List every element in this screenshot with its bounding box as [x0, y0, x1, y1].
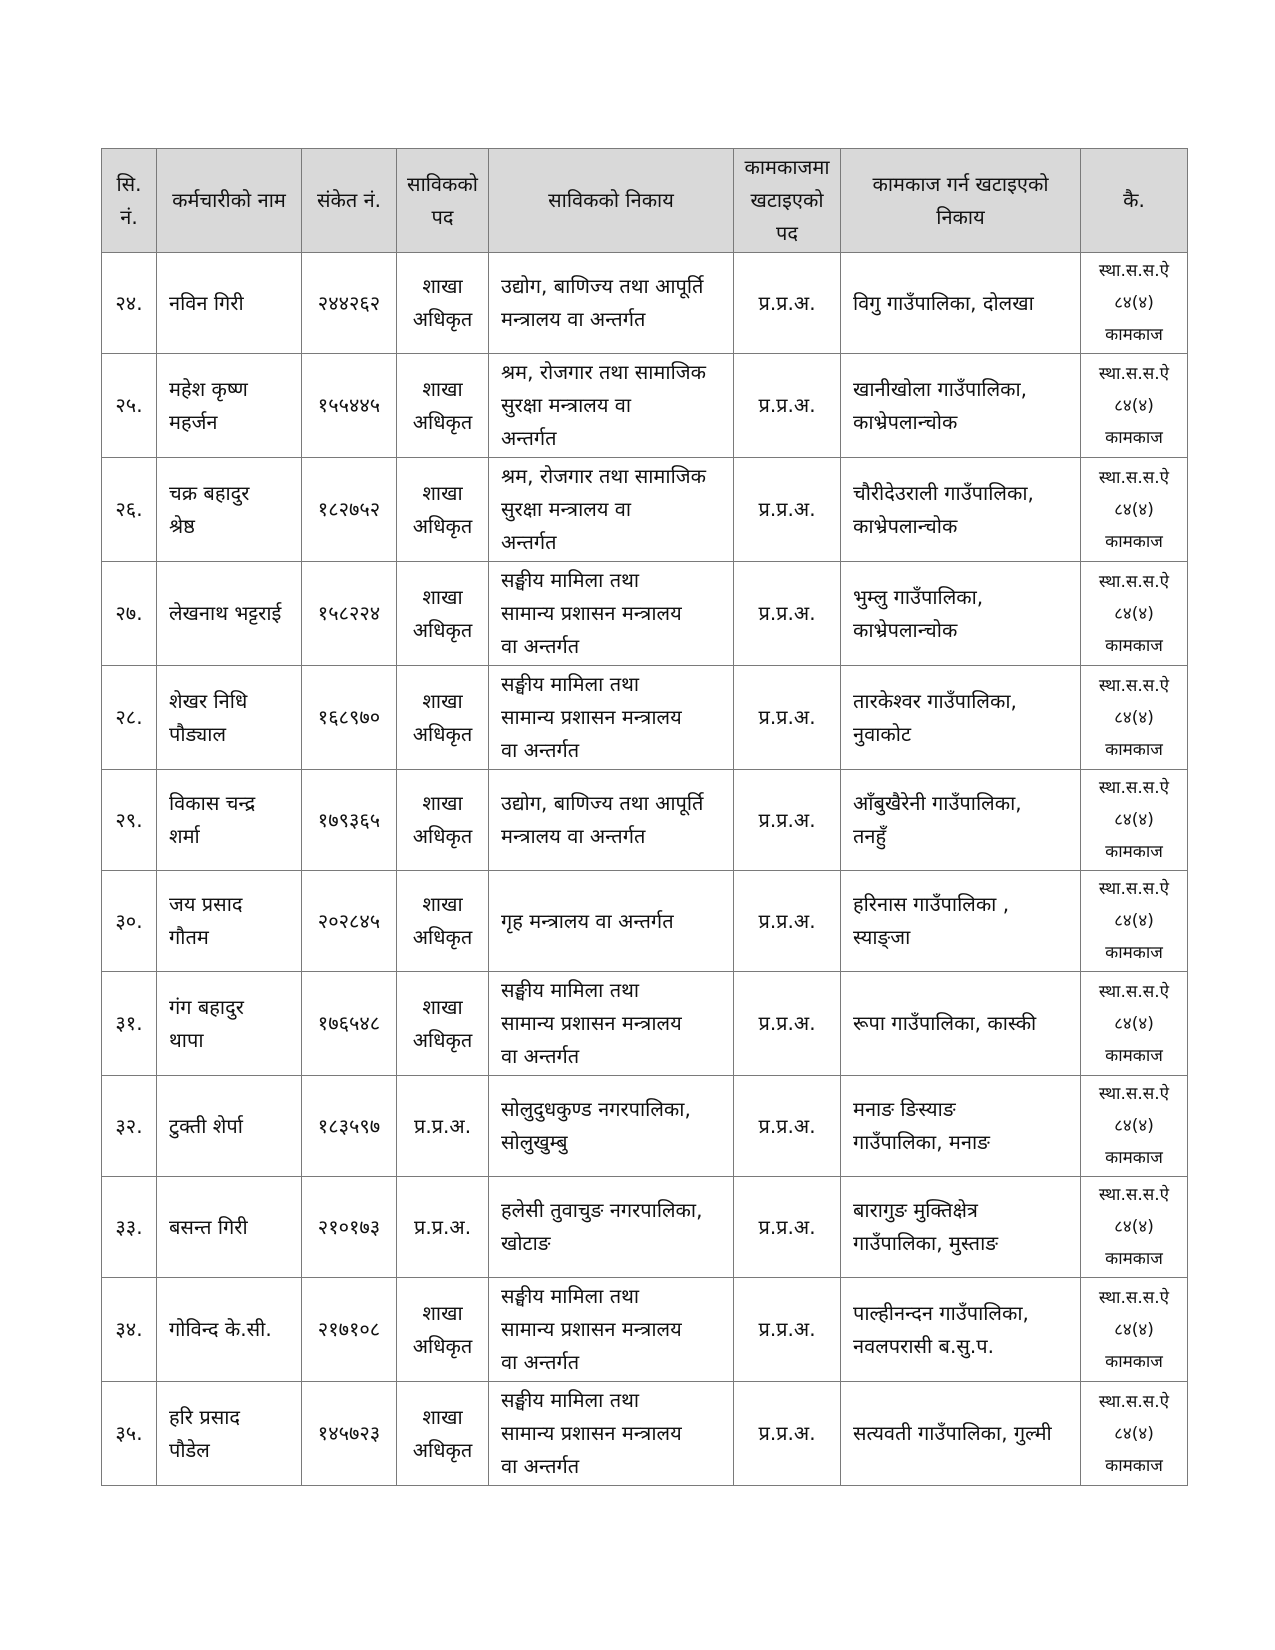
remark-line: ८४(४): [1114, 911, 1154, 931]
deployed-office-line: काभ्रेपलान्चोक: [853, 409, 958, 434]
deployed-office-line: विगु गाउँपालिका, दोलखा: [853, 290, 1034, 315]
employee-name-line: श्रेष्ठ: [169, 513, 195, 538]
remark-line: कामकाज: [1105, 531, 1163, 552]
previous-post-line: शाखा: [422, 1404, 463, 1429]
table-row: [102, 770, 1188, 871]
remarks-cell: [1081, 666, 1188, 770]
employee-name-line: पौडेल: [169, 1437, 210, 1462]
employee-name-line: थापा: [169, 1027, 204, 1052]
remark-line: कामकाज: [1105, 943, 1163, 963]
remarks-cell: [1081, 1382, 1188, 1486]
deployed-post-cell: प्र.प्र.अ.: [734, 871, 841, 972]
previous-post-cell: [397, 666, 489, 770]
previous-office-cell: [489, 458, 734, 562]
deployed-office-line: तारकेश्वर गाउँपालिका,: [853, 688, 1017, 713]
serial-no-cell: ३०.: [102, 871, 157, 972]
previous-office-cell: [489, 972, 734, 1076]
previous-office-line: सङ्घीय मामिला तथा: [501, 1284, 640, 1308]
table-row: [102, 253, 1188, 354]
deployed-office-cell: [841, 354, 1081, 458]
employee-name-cell: [157, 770, 302, 871]
previous-office-cell: [489, 770, 734, 871]
previous-post-line: अधिकृत: [412, 307, 473, 331]
employee-name-line: गोविन्द के.सी.: [169, 1317, 272, 1341]
previous-post-line: शाखा: [422, 994, 463, 1019]
previous-office-cell: [489, 1278, 734, 1382]
code-no-cell: १४५७२३: [302, 1382, 397, 1486]
deployed-office-line: रूपा गाउँपालिका, कास्की: [853, 1011, 1037, 1035]
table-row: [102, 562, 1188, 666]
previous-office-line: वा अन्तर्गत: [501, 634, 580, 658]
deployed-office-cell: [841, 1382, 1081, 1486]
previous-post-line: शाखा: [422, 688, 463, 713]
remarks-cell: [1081, 972, 1188, 1076]
remark-line: कामकाज: [1105, 427, 1163, 448]
remarks-cell: [1081, 458, 1188, 562]
deployed-post-cell: प्र.प्र.अ.: [734, 1278, 841, 1382]
code-no-cell: १५५४४५: [302, 354, 397, 458]
remark-line: स्था.स.स.ऐ: [1098, 1391, 1170, 1412]
remark-line: ८४(४): [1114, 1319, 1154, 1340]
previous-office-line: मन्त्रालय वा अन्तर्गत: [501, 307, 646, 331]
deployed-office-line: गाउँपालिका, मनाङ: [853, 1130, 990, 1154]
serial-no-cell: ३२.: [102, 1076, 157, 1177]
previous-post-line: अधिकृत: [412, 1437, 473, 1462]
employee-name-line: लेखनाथ भट्टराई: [169, 601, 282, 625]
deployed-office-cell: [841, 1278, 1081, 1382]
deployed-office-line: मनाङ ङिस्याङ: [853, 1097, 956, 1121]
code-no-cell: १५८२२४: [302, 562, 397, 666]
employee-name-line: जय प्रसाद: [169, 892, 243, 916]
previous-post-line: शाखा: [422, 892, 463, 916]
previous-office-line: सङ्घीय मामिला तथा: [501, 568, 640, 592]
previous-post-line: अधिकृत: [412, 721, 473, 746]
table-row: [102, 1177, 1188, 1278]
previous-post-line: शाखा: [422, 480, 463, 505]
deployed-office-line: आँबुखैरेनी गाउँपालिका,: [853, 791, 1022, 815]
previous-office-line: सुरक्षा मन्त्रालय वा: [501, 393, 632, 417]
table-row: [102, 1278, 1188, 1382]
header-employee-name: कर्मचारीको नाम: [157, 149, 302, 253]
remarks-cell: [1081, 354, 1188, 458]
remark-line: ८४(४): [1114, 293, 1154, 313]
remark-line: ८४(४): [1114, 1116, 1154, 1136]
deployed-office-cell: [841, 666, 1081, 770]
remark-line: कामकाज: [1105, 1045, 1163, 1066]
previous-office-line: सोलुखुम्बु: [501, 1130, 568, 1154]
previous-post-line: अधिकृत: [412, 513, 473, 538]
previous-office-line: सङ्घीय मामिला तथा: [501, 978, 640, 1002]
serial-no-cell: २६.: [102, 458, 157, 562]
header-serial-no: सि. नं.: [102, 149, 157, 253]
previous-post-cell: [397, 562, 489, 666]
previous-office-line: वा अन्तर्गत: [501, 1454, 580, 1478]
employee-name-line: विकास चन्द्र: [169, 791, 256, 815]
deployed-office-line: नुवाकोट: [853, 721, 912, 746]
remark-line: स्था.स.स.ऐ: [1098, 1287, 1170, 1308]
employee-name-line: चक्र बहादुर: [169, 480, 250, 505]
serial-no-cell: ३३.: [102, 1177, 157, 1278]
serial-no-cell: २७.: [102, 562, 157, 666]
deployed-office-line: काभ्रेपलान्चोक: [853, 617, 958, 642]
employee-name-cell: [157, 871, 302, 972]
employee-name-line: गौतम: [169, 925, 209, 949]
deployed-office-cell: [841, 972, 1081, 1076]
deployed-office-line: काभ्रेपलान्चोक: [853, 513, 958, 538]
remarks-cell: [1081, 1278, 1188, 1382]
header-previous-office: साविकको निकाय: [489, 149, 734, 253]
remark-line: ८४(४): [1114, 1217, 1154, 1237]
previous-office-line: सोलुदुधकुण्ड नगरपालिका,: [501, 1097, 691, 1121]
remark-line: कामकाज: [1105, 1351, 1163, 1372]
remark-line: ८४(४): [1114, 707, 1154, 728]
deployed-office-cell: [841, 562, 1081, 666]
remark-line: स्था.स.स.ऐ: [1098, 879, 1170, 899]
previous-office-cell: [489, 562, 734, 666]
deployed-office-line: तनहुँ: [853, 824, 887, 848]
remark-line: स्था.स.स.ऐ: [1098, 571, 1170, 592]
deployed-office-line: नवलपरासी ब.सु.प.: [853, 1333, 994, 1358]
remark-line: कामकाज: [1105, 325, 1163, 345]
table-body: [102, 253, 1188, 1486]
previous-office-line: अन्तर्गत: [501, 426, 557, 450]
previous-post-line: प्र.प्र.अ.: [413, 1214, 472, 1239]
remark-line: ८४(४): [1114, 1013, 1154, 1034]
deployed-office-line: खानीखोला गाउँपालिका,: [853, 376, 1028, 401]
previous-office-line: सामान्य प्रशासन मन्त्रालय: [501, 1317, 682, 1341]
employee-name-line: टुक्ती शेर्पा: [169, 1113, 243, 1138]
previous-post-cell: [397, 458, 489, 562]
employee-name-cell: [157, 253, 302, 354]
previous-office-cell: [489, 871, 734, 972]
table-row: [102, 871, 1188, 972]
previous-post-line: शाखा: [422, 376, 463, 401]
remark-line: स्था.स.स.ऐ: [1098, 363, 1170, 384]
previous-office-cell: [489, 1076, 734, 1177]
previous-office-line: वा अन्तर्गत: [501, 1350, 580, 1374]
code-no-cell: १७६५४८: [302, 972, 397, 1076]
previous-office-line: गृह मन्त्रालय वा अन्तर्गत: [501, 908, 674, 933]
employee-name-cell: [157, 458, 302, 562]
remark-line: स्था.स.स.ऐ: [1098, 675, 1170, 696]
employee-name-cell: [157, 562, 302, 666]
deployed-office-line: हरिनास गाउँपालिका ,: [853, 892, 1010, 916]
serial-no-cell: २८.: [102, 666, 157, 770]
remark-line: कामकाज: [1105, 842, 1163, 862]
previous-office-line: मन्त्रालय वा अन्तर्गत: [501, 824, 646, 848]
remark-line: ८४(४): [1114, 1423, 1154, 1444]
table-row: [102, 666, 1188, 770]
serial-no-cell: ३५.: [102, 1382, 157, 1486]
previous-office-line: अन्तर्गत: [501, 530, 557, 554]
deployed-post-cell: प्र.प्र.अ.: [734, 562, 841, 666]
previous-office-cell: [489, 253, 734, 354]
previous-office-line: सुरक्षा मन्त्रालय वा: [501, 497, 632, 521]
previous-post-line: अधिकृत: [412, 1027, 473, 1052]
previous-office-line: खोटाङ: [501, 1231, 551, 1255]
deployed-office-line: स्याङ्जा: [853, 925, 911, 949]
remark-line: ८४(४): [1114, 810, 1154, 830]
previous-office-line: वा अन्तर्गत: [501, 1044, 580, 1068]
previous-office-line: श्रम, रोजगार तथा सामाजिक: [501, 360, 706, 384]
previous-post-line: अधिकृत: [412, 409, 473, 434]
remark-line: ८४(४): [1114, 395, 1154, 416]
previous-office-line: वा अन्तर्गत: [501, 738, 580, 762]
employee-name-line: शर्मा: [169, 824, 200, 848]
employee-deployment-table: [101, 148, 1188, 1486]
remark-line: कामकाज: [1105, 739, 1163, 760]
serial-no-cell: ३४.: [102, 1278, 157, 1382]
previous-post-line: प्र.प्र.अ.: [413, 1113, 472, 1138]
remark-line: स्था.स.स.ऐ: [1098, 981, 1170, 1002]
previous-post-line: अधिकृत: [412, 1333, 473, 1358]
previous-office-line: सङ्घीय मामिला तथा: [501, 672, 640, 696]
deployed-office-cell: [841, 770, 1081, 871]
deployed-post-cell: प्र.प्र.अ.: [734, 666, 841, 770]
header-remarks: कै.: [1081, 149, 1188, 253]
previous-post-cell: [397, 1076, 489, 1177]
previous-post-line: अधिकृत: [412, 824, 473, 848]
previous-office-line: हलेसी तुवाचुङ नगरपालिका,: [501, 1198, 703, 1222]
remark-line: स्था.स.स.ऐ: [1098, 261, 1170, 281]
remark-line: कामकाज: [1105, 635, 1163, 656]
previous-post-cell: [397, 1177, 489, 1278]
deployed-office-line: बारागुङ मुक्तिक्षेत्र: [853, 1198, 978, 1222]
previous-office-line: उद्योग, बाणिज्य तथा आपूर्ति: [501, 791, 704, 815]
deployed-post-cell: प्र.प्र.अ.: [734, 458, 841, 562]
previous-office-line: उद्योग, बाणिज्य तथा आपूर्ति: [501, 274, 704, 298]
remark-line: कामकाज: [1105, 1455, 1163, 1476]
remark-line: ८४(४): [1114, 603, 1154, 624]
deployed-post-cell: प्र.प्र.अ.: [734, 253, 841, 354]
remarks-cell: [1081, 253, 1188, 354]
employee-name-line: पौड्याल: [169, 721, 227, 746]
employee-name-cell: [157, 1177, 302, 1278]
previous-office-line: सङ्घीय मामिला तथा: [501, 1388, 640, 1412]
previous-post-line: शाखा: [422, 1300, 463, 1325]
table-row: [102, 354, 1188, 458]
remarks-cell: [1081, 562, 1188, 666]
employee-name-cell: [157, 354, 302, 458]
previous-post-cell: [397, 871, 489, 972]
serial-no-cell: २९.: [102, 770, 157, 871]
deployed-post-cell: प्र.प्र.अ.: [734, 1076, 841, 1177]
header-code-no: संकेत नं.: [302, 149, 397, 253]
employee-name-cell: [157, 972, 302, 1076]
header-previous-post: साविकको पद: [397, 149, 489, 253]
table-row: [102, 458, 1188, 562]
code-no-cell: १८२७५२: [302, 458, 397, 562]
serial-no-cell: २५.: [102, 354, 157, 458]
previous-office-cell: [489, 1382, 734, 1486]
deployed-office-line: सत्यवती गाउँपालिका, गुल्मी: [853, 1421, 1052, 1445]
deployed-post-cell: प्र.प्र.अ.: [734, 972, 841, 1076]
deployed-office-cell: [841, 871, 1081, 972]
table-row: [102, 1382, 1188, 1486]
code-no-cell: १८३५९७: [302, 1076, 397, 1177]
code-no-cell: २१०१७३: [302, 1177, 397, 1278]
previous-post-line: शाखा: [422, 274, 463, 298]
previous-office-cell: [489, 666, 734, 770]
previous-post-cell: [397, 253, 489, 354]
employee-name-cell: [157, 1278, 302, 1382]
table-row: [102, 972, 1188, 1076]
employee-name-line: महर्जन: [169, 409, 218, 434]
remark-line: कामकाज: [1105, 1148, 1163, 1168]
table-header-row: [102, 149, 1188, 253]
employee-name-line: नविन गिरी: [169, 290, 244, 315]
previous-office-cell: [489, 354, 734, 458]
previous-office-line: सामान्य प्रशासन मन्त्रालय: [501, 1421, 682, 1445]
employee-name-line: बसन्त गिरी: [169, 1214, 248, 1239]
deployed-office-line: भुम्लु गाउँपालिका,: [853, 584, 984, 609]
previous-office-cell: [489, 1177, 734, 1278]
previous-post-cell: [397, 1278, 489, 1382]
code-no-cell: २१७१०८: [302, 1278, 397, 1382]
employee-name-line: शेखर निधि: [169, 688, 248, 713]
employee-name-cell: [157, 666, 302, 770]
remark-line: कामकाज: [1105, 1249, 1163, 1269]
remark-line: स्था.स.स.ऐ: [1098, 1084, 1170, 1104]
remark-line: स्था.स.स.ऐ: [1098, 1185, 1170, 1205]
previous-office-line: श्रम, रोजगार तथा सामाजिक: [501, 464, 706, 488]
deployed-post-cell: प्र.प्र.अ.: [734, 1382, 841, 1486]
deployed-post-cell: प्र.प्र.अ.: [734, 354, 841, 458]
remarks-cell: [1081, 871, 1188, 972]
deployed-office-line: गाउँपालिका, मुस्ताङ: [853, 1231, 998, 1255]
serial-no-cell: ३१.: [102, 972, 157, 1076]
deployed-office-cell: [841, 1076, 1081, 1177]
previous-post-cell: [397, 972, 489, 1076]
deployed-post-cell: प्र.प्र.अ.: [734, 770, 841, 871]
remarks-cell: [1081, 770, 1188, 871]
previous-office-line: सामान्य प्रशासन मन्त्रालय: [501, 1011, 682, 1035]
previous-post-cell: [397, 770, 489, 871]
code-no-cell: २०२८४५: [302, 871, 397, 972]
employee-name-line: गंग बहादुर: [169, 994, 244, 1019]
header-deployed-office: कामकाज गर्न खटाइएको निकाय: [841, 149, 1081, 253]
code-no-cell: २४४२६२: [302, 253, 397, 354]
employee-name-cell: [157, 1076, 302, 1177]
previous-post-cell: [397, 354, 489, 458]
previous-post-line: अधिकृत: [412, 925, 473, 949]
deployed-office-line: पाल्हीनन्दन गाउँपालिका,: [853, 1300, 1029, 1325]
previous-post-line: शाखा: [422, 791, 463, 815]
previous-office-line: सामान्य प्रशासन मन्त्रालय: [501, 705, 682, 729]
deployed-office-cell: [841, 458, 1081, 562]
code-no-cell: १६८९७०: [302, 666, 397, 770]
employee-name-cell: [157, 1382, 302, 1486]
serial-no-cell: २४.: [102, 253, 157, 354]
previous-post-cell: [397, 1382, 489, 1486]
table-row: [102, 1076, 1188, 1177]
code-no-cell: १७९३६५: [302, 770, 397, 871]
employee-name-line: हरि प्रसाद: [169, 1404, 241, 1429]
remarks-cell: [1081, 1076, 1188, 1177]
deployed-office-cell: [841, 1177, 1081, 1278]
remark-line: ८४(४): [1114, 499, 1154, 520]
deployed-office-cell: [841, 253, 1081, 354]
deployed-office-line: चौरीदेउराली गाउँपालिका,: [853, 480, 1034, 505]
previous-office-line: सामान्य प्रशासन मन्त्रालय: [501, 601, 682, 625]
header-deployed-post: कामकाजमा खटाइएको पद: [734, 149, 841, 253]
remark-line: स्था.स.स.ऐ: [1098, 467, 1170, 488]
previous-post-line: शाखा: [422, 584, 463, 609]
employee-name-line: महेश कृष्ण: [169, 376, 248, 401]
previous-post-line: अधिकृत: [412, 617, 473, 642]
remark-line: स्था.स.स.ऐ: [1098, 778, 1170, 798]
remarks-cell: [1081, 1177, 1188, 1278]
deployed-post-cell: प्र.प्र.अ.: [734, 1177, 841, 1278]
